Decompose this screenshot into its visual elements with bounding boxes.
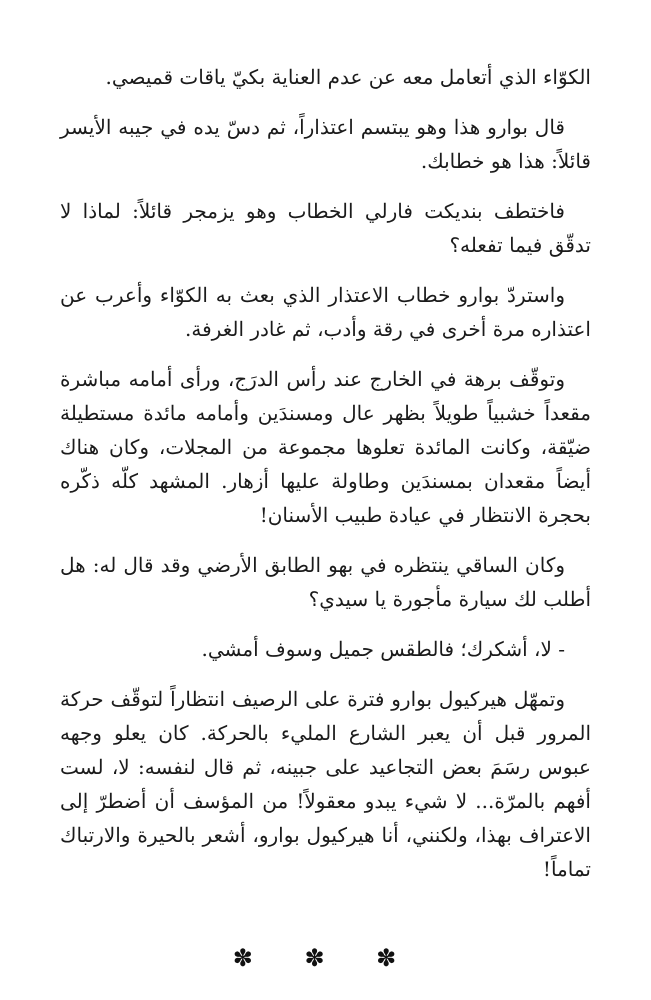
paragraph-7-dialogue: - لا، أشكرك؛ فالطقس جميل وسوف أمشي. bbox=[201, 637, 565, 661]
paragraph-1: الكوّاء الذي أتعامل معه عن عدم العناية بكيّ ياقات قميصي. bbox=[105, 65, 591, 89]
paragraph-4: واستردّ بوارو خطاب الاعتذار الذي بعث به الكوّاء وأعرب عن اعتذاره مرة أخرى في رقة وأدب، ثم غادر الغرفة. bbox=[60, 283, 591, 341]
section-break-ornament: ✽ ✽ ✽ bbox=[232, 944, 419, 972]
paragraph-2: قال بوارو هذا وهو يبتسم اعتذاراً، ثم دسّ يده في جيبه الأيسر قائلاً: هذا هو خطابك. bbox=[60, 115, 591, 173]
paragraph-3: فاختطف بنديكت فارلي الخطاب وهو يزمجر قائلاً: لماذا لا تدقّق فيما تفعله؟ bbox=[60, 199, 591, 257]
paragraph-8: وتمهّل هيركيول بوارو فترة على الرصيف انتظاراً لتوقّف حركة المرور قبل أن يعبر الشارع المليء بالحركة. كان يعلو وجهه عبوس رسَمَ بعض التجاعيد على جبينه، ثم قال لنفسه: لا، لست أفهم بالمرّة... لا شيء يبدو معقولاً! من المؤسف أن أضطرّ إلى الاعتراف بهذا، ولكنني، أنا هيركيول بوارو، أشعر بالحيرة والارتباك تماماً! bbox=[60, 687, 591, 881]
paragraph-5: وتوقّف برهة في الخارج عند رأس الدرَج، ورأى أمامه مباشرة مقعداً خشبياً طويلاً بظهر عال ومسندَين وأمامه مائدة مستطيلة ضيّقة، وكانت المائدة تعلوها مجموعة من المجلات، وكان هناك أيضاً مقعدان بمسندَين وطاولة عليها أزهار. المشهد كلّه ذكّره بحجرة الانتظار في عيادة طبيب الأسنان! bbox=[60, 367, 591, 527]
paragraph-6: وكان الساقي ينتظره في بهو الطابق الأرضي وقد قال له: هل أطلب لك سيارة مأجورة يا سيدي؟ bbox=[60, 553, 591, 611]
